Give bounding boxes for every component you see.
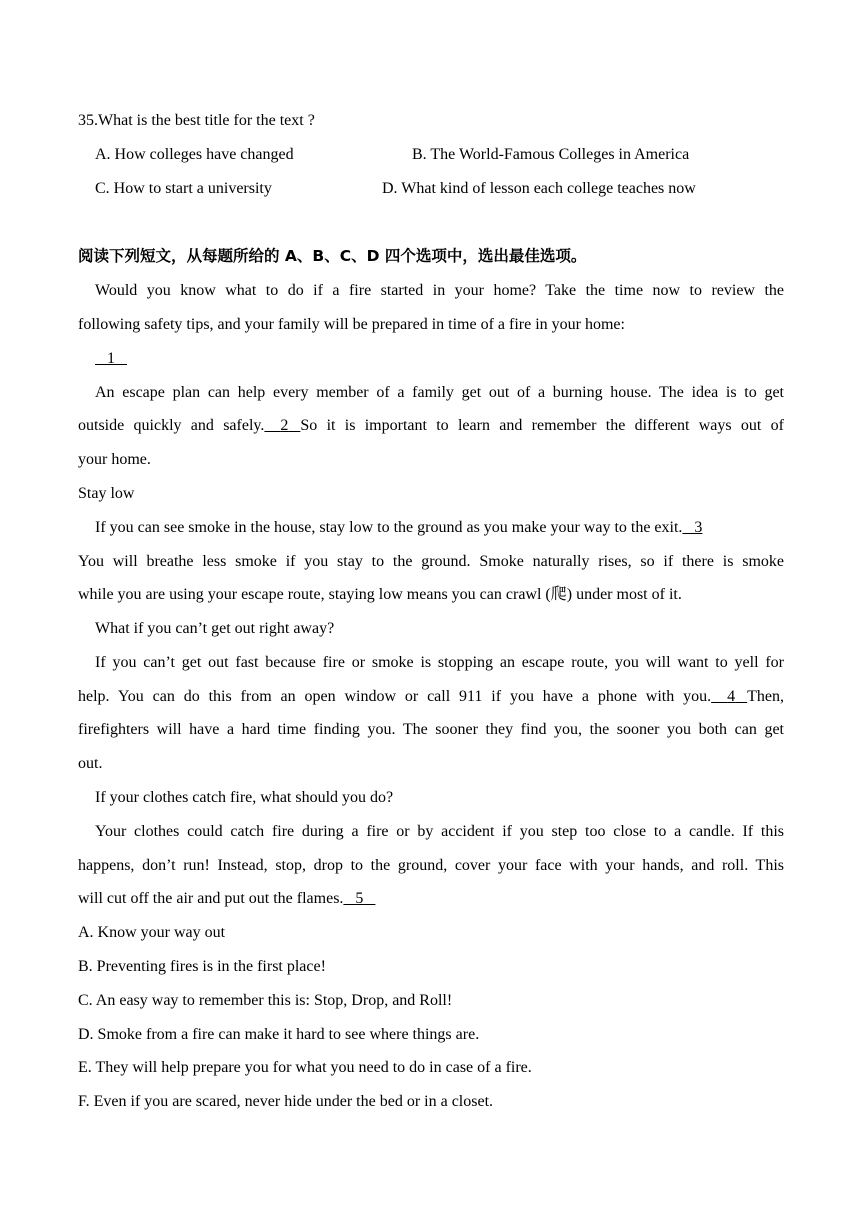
choice-c: C. An easy way to remember this is: Stop, Drop, and Roll! (78, 992, 453, 1009)
passage-line: out. (78, 755, 103, 772)
q35-option-d: D. What kind of lesson each college teaches now (382, 180, 696, 197)
choice-a: A. Know your way out (78, 924, 226, 941)
passage-line-with-blank-3: If you can see smoke in the house, stay low to the ground as you make your way to the exit. 3 (95, 519, 703, 536)
section-instruction: 阅读下列短文，从每题所给的 A、B、C、D 四个选项中，选出最佳选项。 (78, 247, 587, 265)
passage-line: An escape plan can help every member of a family get out of a burning house. The idea is to get (95, 384, 784, 401)
passage-line: If you can’t get out fast because fire or smoke is stopping an escape route, you will want to yell for (95, 654, 784, 671)
passage-line: your home. (78, 451, 151, 468)
passage-line: firefighters will have a hard time finding you. The sooner they find you, the sooner you both can get (78, 721, 784, 738)
passage-line: Would you know what to do if a fire started in your home? Take the time now to review the (95, 282, 784, 299)
choice-b: B. Preventing fires is in the first place! (78, 958, 326, 975)
blank-2: 2 (280, 417, 289, 434)
blank-3: 3 (694, 519, 703, 536)
choice-d: D. Smoke from a fire can make it hard to see where things are. (78, 1026, 480, 1043)
q35-option-c: C. How to start a university (95, 180, 272, 197)
passage-line-with-blank-5: will cut off the air and put out the flames. 5 (78, 889, 375, 909)
passage-line: happens, don’t run! Instead, stop, drop to the ground, cover your face with your hands, and roll. This (78, 857, 784, 874)
question-35-stem: 35.What is the best title for the text ? (78, 112, 315, 129)
passage-line-with-blank-2: outside quickly and safely. 2 So it is important to learn and remember the different ways out of (78, 417, 784, 434)
passage-line: Your clothes could catch fire during a fire or by accident if you step too close to a candle. If this (95, 823, 784, 840)
passage-line: You will breathe less smoke if you stay to the ground. Smoke naturally rises, so if there is smoke (78, 553, 784, 570)
passage-line: while you are using your escape route, staying low means you can crawl (爬) under most of it. (78, 586, 682, 603)
subheading-stay-low: Stay low (78, 485, 135, 502)
q35-option-b: B. The World-Famous Colleges in America (412, 146, 690, 163)
document-page (78, 0, 784, 1216)
subheading-clothes-catch-fire: If your clothes catch fire, what should you do? (95, 789, 394, 806)
blank-4: 4 (727, 688, 736, 705)
subheading-cant-get-out: What if you can’t get out right away? (95, 620, 335, 637)
q35-option-a: A. How colleges have changed (95, 146, 294, 163)
choice-f: F. Even if you are scared, never hide under the bed or in a closet. (78, 1093, 494, 1110)
blank-5: 5 (355, 890, 364, 907)
passage-line-with-blank-4: help. You can do this from an open window or call 911 if you have a phone with you. 4 Then, (78, 688, 784, 705)
blank-1: 1 (107, 350, 115, 367)
choice-e: E. They will help prepare you for what you need to do in case of a fire. (78, 1059, 532, 1076)
passage-line: following safety tips, and your family will be prepared in time of a fire in your home: (78, 316, 625, 333)
